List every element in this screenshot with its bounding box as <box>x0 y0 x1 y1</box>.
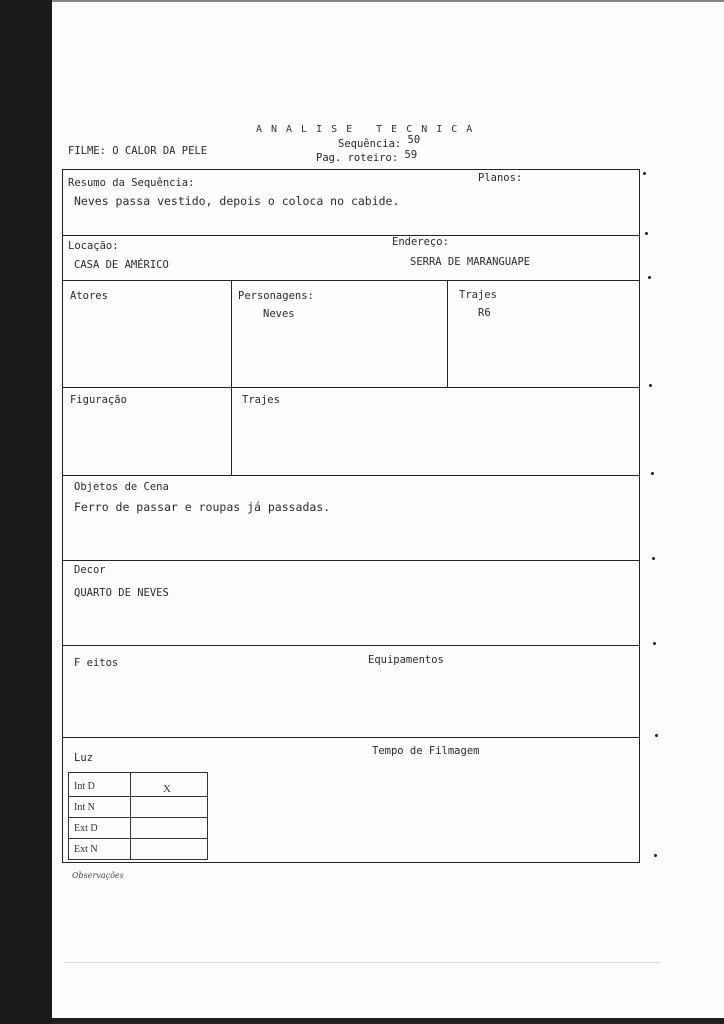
resumo-label: Resumo da Sequência: <box>68 177 195 189</box>
luz-table-line <box>68 859 208 860</box>
divider-resumo <box>62 235 640 236</box>
decor-label: Decor <box>74 564 106 576</box>
luz-row-label: Ext N <box>74 844 98 855</box>
objetos-label: Objetos de Cena <box>74 481 169 493</box>
margin-dot <box>652 557 655 560</box>
form-frame <box>62 169 640 863</box>
trajes-value: R6 <box>478 307 491 319</box>
figuracao-label: Figuração <box>70 394 127 406</box>
form-title: ANALISE TECNICA <box>256 124 482 135</box>
luz-table-line <box>68 817 208 818</box>
filme-label: FILME: <box>68 145 106 157</box>
objetos-value: Ferro de passar e roupas já passadas. <box>74 500 331 514</box>
divider-objetos <box>62 560 640 561</box>
margin-dot <box>648 276 651 279</box>
divider-figuracao <box>62 475 640 476</box>
luz-row-label: Int N <box>74 802 95 813</box>
atores-label: Atores <box>70 290 108 302</box>
decor-value: QUARTO DE NEVES <box>74 587 169 599</box>
trajes-label: Trajes <box>459 289 497 301</box>
luz-table-line <box>68 796 208 797</box>
scan-faint-line <box>64 962 660 963</box>
divider-atores-personagens <box>231 280 232 475</box>
divider-locacao <box>62 280 640 281</box>
endereco-value: SERRA DE MARANGUAPE <box>410 256 531 268</box>
margin-dot <box>643 172 646 175</box>
tempo-filmagem-label: Tempo de Filmagem <box>372 745 480 757</box>
observacoes-label: Observações <box>72 871 124 880</box>
personagens-label: Personagens: <box>238 290 314 302</box>
luz-table-line <box>207 772 208 859</box>
personagens-value: Neves <box>263 308 295 320</box>
luz-row-label: Int D <box>74 781 95 792</box>
margin-dot <box>654 854 657 857</box>
divider-efeitos <box>62 737 640 738</box>
scan-border-left <box>0 0 52 1024</box>
margin-dot <box>649 384 652 387</box>
pag-roteiro-field <box>316 149 418 164</box>
filme-value: O CALOR DA PELE <box>112 145 208 157</box>
margin-dot <box>645 232 648 235</box>
margin-dot <box>655 734 658 737</box>
endereco-label: Endereço: <box>392 236 449 248</box>
locacao-value: CASA DE AMÉRICO <box>74 259 169 271</box>
divider-elenco <box>62 387 640 388</box>
pag-roteiro-value: 59 <box>404 149 418 161</box>
margin-dot <box>653 642 656 645</box>
margin-dot <box>651 472 654 475</box>
luz-table-line <box>68 772 69 859</box>
luz-row-mark: X <box>163 783 171 795</box>
luz-label: Luz <box>74 752 93 764</box>
divider-decor <box>62 645 640 646</box>
sequencia-label: Sequência: <box>338 138 402 150</box>
figuracao-trajes-label: Trajes <box>242 394 280 406</box>
locacao-label: Locação: <box>68 240 119 252</box>
efeitos-label: F eitos <box>74 657 119 669</box>
planos-label: Planos: <box>478 172 523 184</box>
pag-roteiro-label: Pag. roteiro: <box>316 152 399 164</box>
filme-field <box>68 145 207 157</box>
divider-personagens-trajes <box>447 280 448 387</box>
sequencia-value: 50 <box>407 134 421 146</box>
resumo-value: Neves passa vestido, depois o coloca no cabide. <box>74 194 400 208</box>
equipamentos-label: Equipamentos <box>368 654 444 666</box>
scan-border-bottom <box>52 1018 724 1024</box>
luz-table-line <box>130 772 131 859</box>
luz-table-line <box>68 772 208 773</box>
luz-row-label: Ext D <box>74 823 98 834</box>
luz-table-line <box>68 838 208 839</box>
